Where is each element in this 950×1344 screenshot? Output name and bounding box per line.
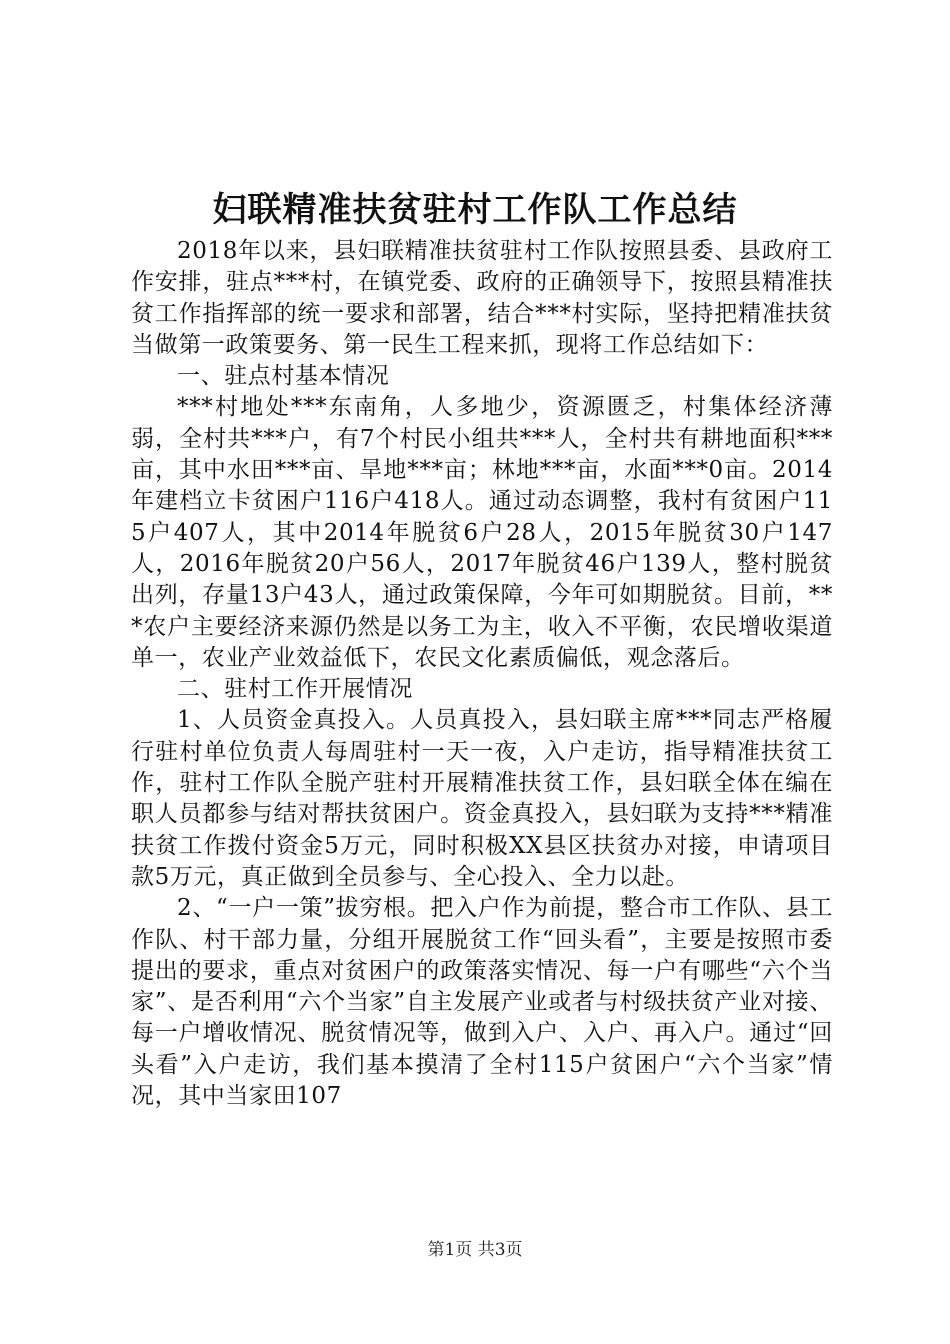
intro-paragraph: 2018年以来，县妇联精准扶贫驻村工作队按照县委、县政府工作安排，驻点***村，在镇党委、政府的正确领导下，按照县精准扶贫工作指挥部的统一要求和部署，结合***村实际，坚持把精准扶贫当做第一政策要务、第一民生工程来抓，现将工作总结如下： (131, 238, 833, 358)
section-heading-1: 一、驻点村基本情况 (177, 363, 390, 390)
section-heading-2: 二、驻村工作开展情况 (177, 676, 413, 703)
section-2-item-1-paragraph: 1、人员资金真投入。人员真投入，县妇联主席***同志严格履行驻村单位负责人每周驻村一天一夜，入户走访，指导精准扶贫工作，驻村工作队全脱产驻村开展精准扶贫工作，县妇联全体在编在职人员都参与结对帮扶贫困户。资金真投入，县妇联为支持***精准扶贫工作拨付资金5万元，同时积极XX县区扶贫办对接，申请项目款5万元，真正做到全员参与、全心投入、全力以赴。 (131, 707, 833, 890)
page-footer: 第1页 共3页 (427, 1240, 523, 1260)
document-body (131, 236, 833, 1112)
document-title: 妇联精准扶贫驻村工作队工作总结 (212, 190, 738, 230)
section-1-paragraph: ***村地处***东南角，人多地少，资源匮乏，村集体经济薄弱，全村共***户，有7个村民小组共***人，全村共有耕地面积***亩，其中水田***亩、旱地***亩；林地***亩，水面***0亩。2014年建档立卡贫困户116户418人。通过动态调整，我村有贫困户115户407人，其中2014年脱贫6户28人，2015年脱贫30户147人，2016年脱贫20户56人，2017年脱贫46户139人，整村脱贫出列，存量13户43人，通过政策保障，今年可如期脱贫。目前，***农户主要经济来源仍然是以务工为主，收入不平衡，农民增收渠道单一，农业产业效益低下，农民文化素质偏低，观念落后。 (131, 394, 833, 671)
section-2-item-2-paragraph: 2、“一户一策”拔穷根。把入户作为前提，整合市工作队、县工作队、村干部力量，分组开展脱贫工作“回头看”，主要是按照市委提出的要求，重点对贫困户的政策落实情况、每一户有哪些“六个当家”、是否利用“六个当家”自主发展产业或者与村级扶贫产业对接、每一户增收情况、脱贫情况等，做到入户、入户、再入户。通过“回头看”入户走访，我们基本摸清了全村115户贫困户“六个当家”情况，其中当家田107 (131, 895, 833, 1110)
